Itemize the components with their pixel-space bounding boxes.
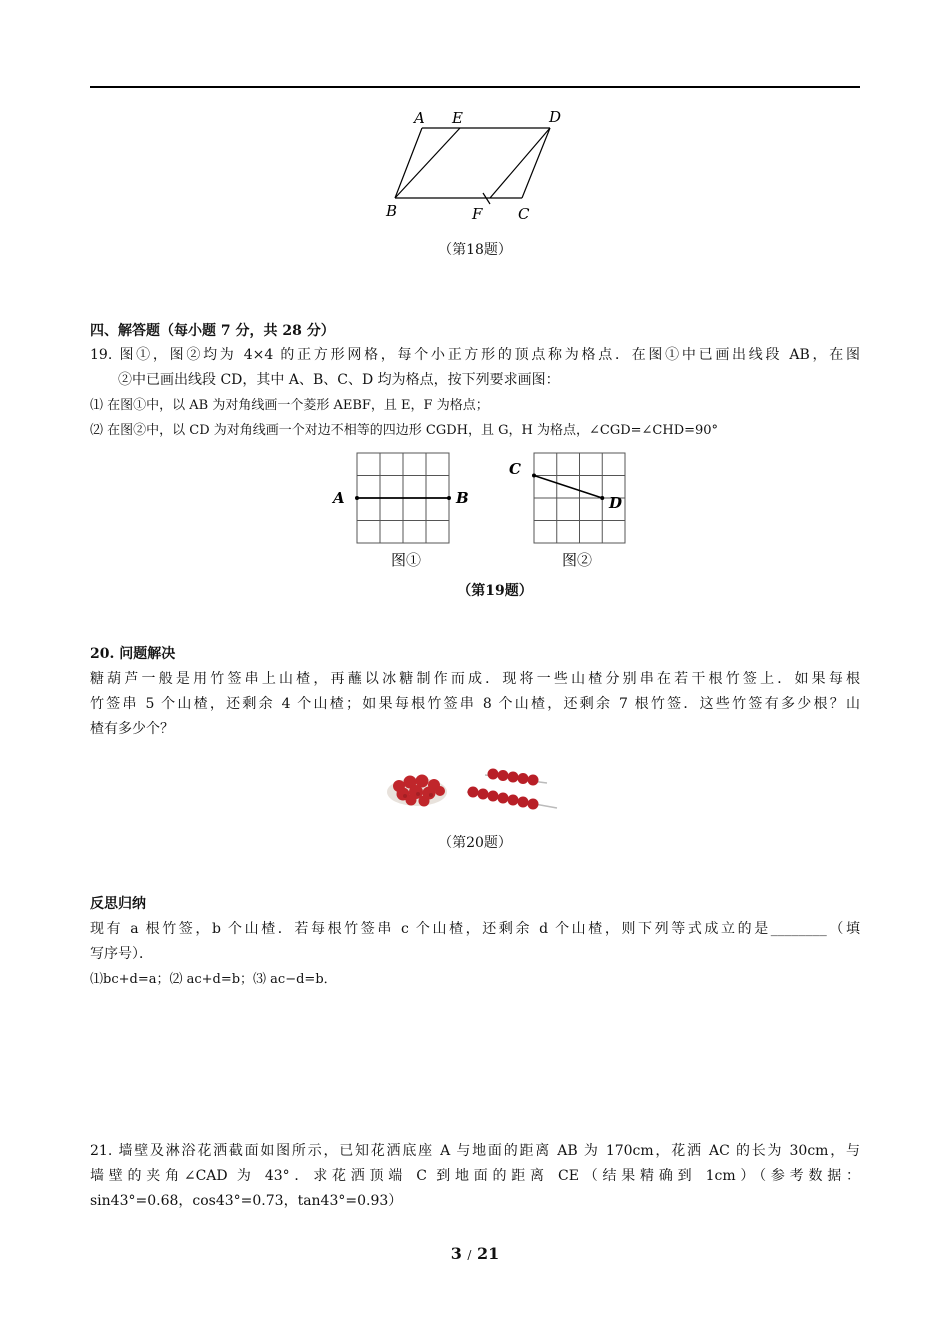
reflect-section: [90, 892, 860, 992]
q20-line1: 糖葫芦一般是用竹签串上山楂，再蘸以冰糖制作而成．现将一些山楂分别串在若干根竹签上．如果每根: [90, 671, 860, 687]
side-DC: [522, 128, 550, 198]
q21-line3: sin43°=0.68，cos43°=0.73，tan43°=0.93）: [90, 1193, 403, 1209]
q21-line1: 21. 墙壁及淋浴花洒截面如图所示，已知花洒底座 A 与地面的距离 AB 为 170cm，花洒 AC 的长为 30cm，与: [90, 1143, 860, 1159]
q19-part2: ⑵ 在图②中，以 CD 为对角线画一个对边不相等的四边形 CGDH，且 G，H 为格点，∠CGD=∠CHD=90°: [90, 423, 719, 438]
segment-BE: [395, 128, 460, 198]
q19-line2: ②中已画出线段 CD，其中 A、B、C、D 均为格点，按下列要求画图：: [118, 372, 560, 388]
figure-18-caption: （第18题）: [438, 242, 512, 258]
grid2-label-D: D: [609, 494, 623, 512]
grid2-caption: 图②: [562, 551, 593, 569]
label-E: E: [452, 109, 463, 127]
question-20: [90, 642, 860, 742]
page-number: [0, 1244, 950, 1263]
figure-19-caption: （第19题）: [457, 583, 533, 599]
reflect-line1: 现有 a 根竹签，b 个山楂．若每根竹签串 c 个山楂，还剩余 d 个山楂，则下列等式成立的是________（填: [90, 921, 860, 937]
segment-DF: [490, 128, 550, 198]
grid1-caption: 图①: [391, 551, 422, 569]
q21-line2: 墙壁的夹角∠CAD 为 43°．求花洒顶端 C 到地面的距离 CE（结果精确到 1cm）（参考数据：: [90, 1168, 860, 1184]
q20-line3: 楂有多少个？: [90, 721, 174, 737]
label-F: F: [472, 205, 483, 223]
question-21: [90, 1139, 860, 1214]
label-C: C: [518, 205, 530, 223]
q19-line1: 19. 图①，图②均为 4×4 的正方形网格，每个小正方形的顶点称为格点．在图①中已画出线段 AB，在图: [90, 347, 860, 363]
reflect-line3: ⑴bc+d=a；⑵ ac+d=b；⑶ ac−d=b．: [90, 972, 337, 987]
page-separator: /: [467, 1248, 472, 1262]
total-pages: 21: [477, 1244, 500, 1263]
figure-20-tanghulu-image: [385, 758, 565, 818]
reflect-title: 反思归纳: [90, 896, 146, 912]
reflect-line2: 写序号）．: [90, 946, 153, 962]
segment-CD: [534, 476, 602, 499]
label-D: D: [549, 108, 562, 126]
grid2-label-C: C: [509, 460, 521, 478]
header-rule: [90, 86, 860, 88]
grid-figure-2: [505, 448, 655, 573]
side-AB: [395, 128, 422, 198]
current-page: 3: [450, 1244, 462, 1263]
q20-line2: 竹签串 5 个山楂，还剩余 4 个山楂；如果每根竹签串 8 个山楂，还剩余 7 根竹签．这些竹签有多少根？山: [90, 696, 860, 712]
figure-20-caption: （第20题）: [438, 835, 512, 851]
grid1-label-A: A: [333, 489, 345, 507]
label-A: A: [414, 109, 425, 127]
section-4-title: 四、解答题（每小题 7 分，共 28 分）: [90, 323, 335, 339]
figure-18-parallelogram: [370, 100, 580, 230]
grid1-label-B: B: [456, 489, 469, 507]
label-B: B: [386, 202, 398, 220]
grid-figure-1: [325, 448, 475, 573]
q20-title: 20. 问题解决: [90, 646, 176, 662]
question-19: [90, 343, 860, 443]
q19-part1: ⑴ 在图①中，以 AB 为对角线画一个菱形 AEBF，且 E，F 为格点；: [90, 398, 489, 413]
